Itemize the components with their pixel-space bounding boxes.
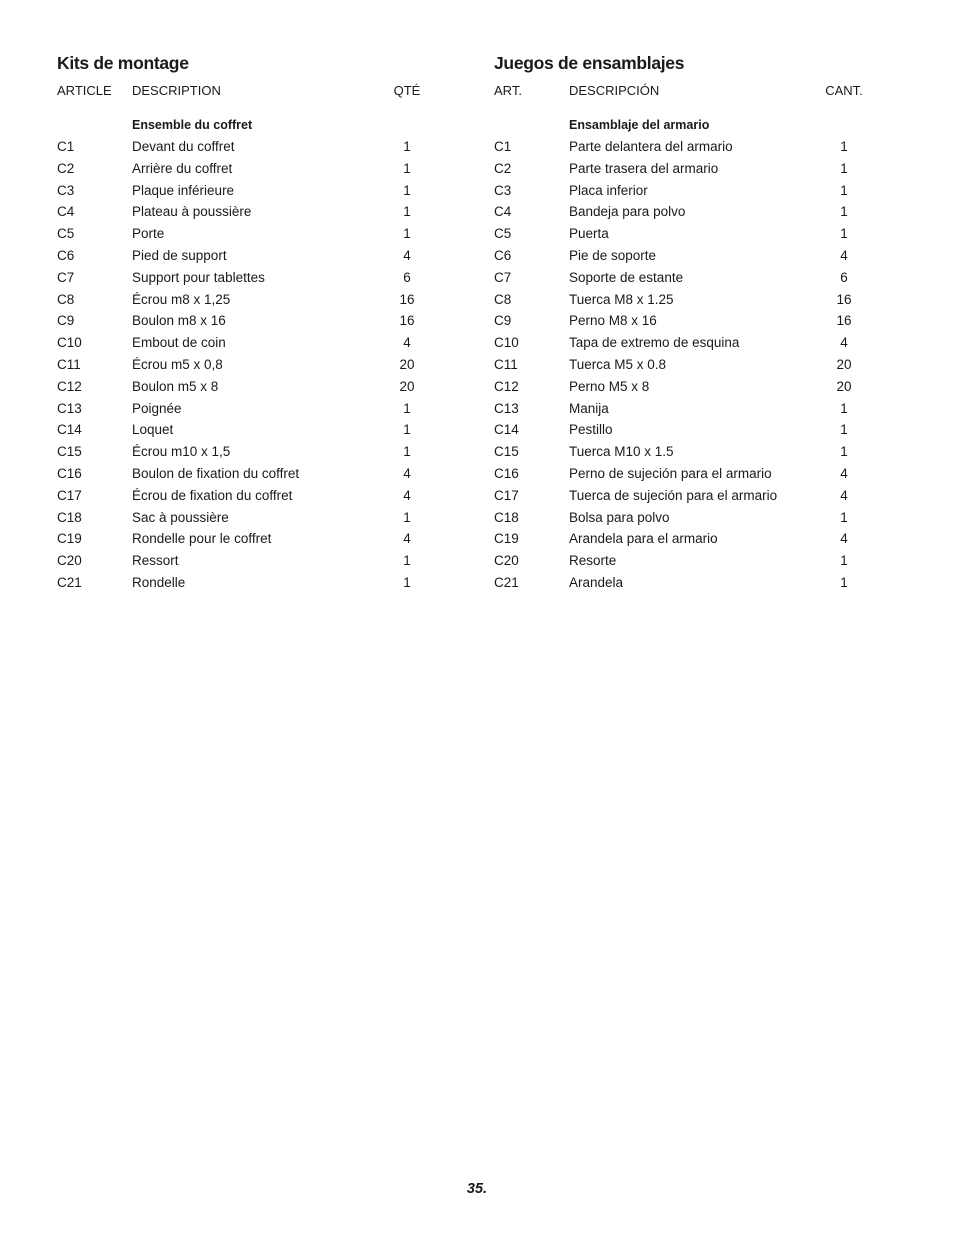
part-qty: 1 (840, 139, 848, 154)
table-row (57, 528, 437, 550)
table-row (494, 485, 874, 507)
part-id: C14 (494, 422, 519, 438)
table-row (57, 136, 437, 158)
part-qty: 16 (836, 313, 852, 329)
table-row (494, 463, 874, 485)
part-description: Plateau à poussière (132, 204, 252, 220)
part-description: Placa inferior (569, 182, 648, 198)
table-row (494, 180, 874, 202)
group-title (57, 114, 437, 136)
table-row (57, 289, 437, 311)
part-id: C12 (494, 378, 519, 394)
part-qty: 4 (403, 335, 411, 351)
part-qty: 16 (399, 313, 415, 329)
header-description: DESCRIPCIÓN (569, 83, 660, 98)
part-description: Poignée (132, 400, 182, 416)
part-description: Écrou m5 x 0,8 (132, 356, 223, 372)
table-row (57, 267, 437, 289)
group-title-label: Ensemble du coffret (132, 118, 253, 132)
part-description: Puerta (569, 226, 609, 242)
part-id: C20 (494, 553, 519, 569)
part-qty: 4 (840, 531, 848, 547)
table-row (57, 310, 437, 332)
part-id: C10 (57, 335, 82, 351)
part-id: C20 (57, 553, 82, 569)
part-id: C11 (57, 356, 81, 372)
table-row (57, 485, 437, 507)
table-row (57, 354, 437, 376)
part-id: C16 (494, 465, 519, 481)
part-qty: 4 (840, 335, 848, 351)
part-description: Écrou m10 x 1,5 (132, 444, 231, 460)
part-qty: 1 (840, 509, 848, 525)
part-qty: 1 (840, 204, 848, 220)
table-row (494, 267, 874, 289)
part-qty: 1 (840, 444, 848, 460)
part-id: C1 (494, 139, 512, 154)
part-description: Tuerca de sujeción para el armario (569, 487, 778, 503)
header-item: ARTICLE (57, 83, 112, 98)
table-row (57, 158, 437, 180)
part-id: C9 (57, 313, 75, 329)
part-id: C15 (494, 444, 519, 460)
header-description: DESCRIPTION (132, 83, 221, 98)
table-row (494, 550, 874, 572)
part-qty: 1 (403, 509, 411, 525)
part-description: Plaque inférieure (132, 182, 235, 198)
part-qty: 1 (403, 422, 411, 438)
table-row (57, 419, 437, 441)
part-description: Écrou de fixation du coffret (132, 487, 293, 503)
part-description: Devant du coffret (132, 139, 235, 154)
part-id: C14 (57, 422, 82, 438)
table-row (57, 201, 437, 223)
part-id: C11 (494, 356, 518, 372)
table-row (57, 550, 437, 572)
part-id: C13 (494, 400, 519, 416)
parts-list (494, 136, 874, 594)
part-id: C2 (494, 160, 512, 176)
part-description: Arrière du coffret (132, 160, 233, 176)
part-qty: 16 (836, 291, 852, 307)
table-row (57, 332, 437, 354)
part-qty: 1 (403, 139, 411, 154)
part-qty: 1 (840, 226, 848, 242)
table-row (494, 354, 874, 376)
part-id: C10 (494, 335, 519, 351)
column-header-row (57, 80, 437, 102)
table-row (57, 507, 437, 529)
part-qty: 20 (399, 378, 415, 394)
part-qty: 4 (840, 487, 848, 503)
table-row (494, 223, 874, 245)
table-row (57, 572, 437, 594)
part-description: Perno M5 x 8 (569, 378, 650, 394)
part-description: Porte (132, 226, 165, 242)
part-description: Pie de soporte (569, 247, 657, 263)
part-qty: 1 (840, 400, 848, 416)
table-row (494, 507, 874, 529)
part-description: Tapa de extremo de esquina (569, 335, 740, 351)
part-description: Soporte de estante (569, 269, 684, 285)
part-description: Rondelle (132, 574, 186, 590)
table-row (494, 332, 874, 354)
part-description: Tuerca M10 x 1.5 (569, 444, 674, 460)
table-row (494, 419, 874, 441)
part-description: Perno M8 x 16 (569, 313, 657, 329)
table-row (57, 463, 437, 485)
table-row (494, 528, 874, 550)
table-row (494, 289, 874, 311)
table-row (494, 201, 874, 223)
part-description: Manija (569, 400, 609, 416)
part-id: C2 (57, 160, 75, 176)
table-row (494, 158, 874, 180)
part-id: C5 (494, 226, 512, 242)
part-id: C4 (57, 204, 75, 220)
column-header-row (494, 80, 874, 102)
part-id: C18 (494, 509, 519, 525)
part-description: Boulon m8 x 16 (132, 313, 226, 329)
table-row (57, 441, 437, 463)
part-id: C17 (57, 487, 82, 503)
part-qty: 1 (840, 574, 848, 590)
part-description: Pestillo (569, 422, 613, 438)
part-description: Écrou m8 x 1,25 (132, 291, 231, 307)
table-row (57, 398, 437, 420)
section-title: Juegos de ensamblajes (494, 53, 685, 73)
french-parts-section (57, 52, 437, 594)
part-qty: 1 (403, 160, 411, 176)
part-description: Sac à poussière (132, 509, 229, 525)
part-id: C1 (57, 139, 75, 154)
group-title-label: Ensamblaje del armario (569, 118, 710, 132)
part-qty: 16 (399, 291, 415, 307)
part-qty: 4 (403, 531, 411, 547)
part-description: Embout de coin (132, 335, 226, 351)
part-description: Arandela (569, 574, 624, 590)
part-qty: 4 (840, 465, 848, 481)
part-id: C19 (57, 531, 82, 547)
part-id: C21 (57, 574, 82, 590)
part-qty: 1 (840, 182, 848, 198)
header-item: ART. (494, 83, 522, 98)
table-row (494, 136, 874, 158)
part-id: C19 (494, 531, 519, 547)
part-description: Pied de support (132, 247, 227, 263)
table-row (57, 376, 437, 398)
group-title (494, 114, 874, 136)
part-qty: 1 (840, 553, 848, 569)
part-qty: 1 (403, 444, 411, 460)
part-id: C3 (57, 182, 75, 198)
header-qty: QTÉ (393, 83, 421, 98)
part-description: Boulon de fixation du coffret (132, 465, 300, 481)
part-qty: 6 (840, 269, 848, 285)
table-row (494, 572, 874, 594)
part-description: Loquet (132, 422, 174, 438)
part-qty: 4 (403, 247, 411, 263)
part-qty: 4 (403, 487, 411, 503)
part-id: C7 (494, 269, 512, 285)
part-id: C6 (494, 247, 512, 263)
part-id: C5 (57, 226, 75, 242)
part-id: C4 (494, 204, 512, 220)
part-id: C17 (494, 487, 519, 503)
part-qty: 1 (403, 182, 411, 198)
part-description: Boulon m5 x 8 (132, 378, 219, 394)
part-description: Ressort (132, 553, 179, 569)
part-qty: 1 (403, 400, 411, 416)
part-description: Tuerca M8 x 1.25 (569, 291, 674, 307)
part-id: C21 (494, 574, 519, 590)
table-row (494, 441, 874, 463)
part-qty: 20 (836, 356, 852, 372)
part-id: C8 (494, 291, 512, 307)
table-row (57, 245, 437, 267)
part-description: Support pour tablettes (132, 269, 265, 285)
part-qty: 1 (403, 553, 411, 569)
part-description: Bolsa para polvo (569, 509, 670, 525)
spanish-parts-section (494, 52, 874, 594)
table-row (57, 223, 437, 245)
part-qty: 1 (403, 226, 411, 242)
part-id: C6 (57, 247, 75, 263)
part-qty: 1 (840, 422, 848, 438)
part-description: Parte delantera del armario (569, 139, 733, 154)
part-id: C16 (57, 465, 82, 481)
part-qty: 6 (403, 269, 411, 285)
part-qty: 4 (403, 465, 411, 481)
part-qty: 1 (403, 204, 411, 220)
part-qty: 1 (403, 574, 411, 590)
table-row (494, 376, 874, 398)
part-description: Arandela para el armario (569, 531, 718, 547)
table-row (494, 398, 874, 420)
part-id: C9 (494, 313, 512, 329)
parts-list (57, 136, 437, 594)
part-description: Perno de sujeción para el armario (569, 465, 772, 481)
part-description: Parte trasera del armario (569, 160, 719, 176)
page-number: 35. (466, 1181, 488, 1197)
part-qty: 20 (399, 356, 415, 372)
part-description: Bandeja para polvo (569, 204, 686, 220)
part-qty: 4 (840, 247, 848, 263)
table-row (494, 310, 874, 332)
part-id: C3 (494, 182, 512, 198)
part-description: Rondelle pour le coffret (132, 531, 272, 547)
part-id: C7 (57, 269, 75, 285)
part-id: C12 (57, 378, 82, 394)
part-description: Tuerca M5 x 0.8 (569, 356, 667, 372)
section-title: Kits de montage (57, 53, 189, 73)
part-qty: 1 (840, 160, 848, 176)
part-qty: 20 (836, 378, 852, 394)
table-row (494, 245, 874, 267)
part-id: C15 (57, 444, 82, 460)
table-row (57, 180, 437, 202)
part-id: C13 (57, 400, 82, 416)
part-id: C18 (57, 509, 82, 525)
part-id: C8 (57, 291, 75, 307)
part-description: Resorte (569, 553, 617, 569)
header-qty: CANT. (825, 83, 863, 98)
